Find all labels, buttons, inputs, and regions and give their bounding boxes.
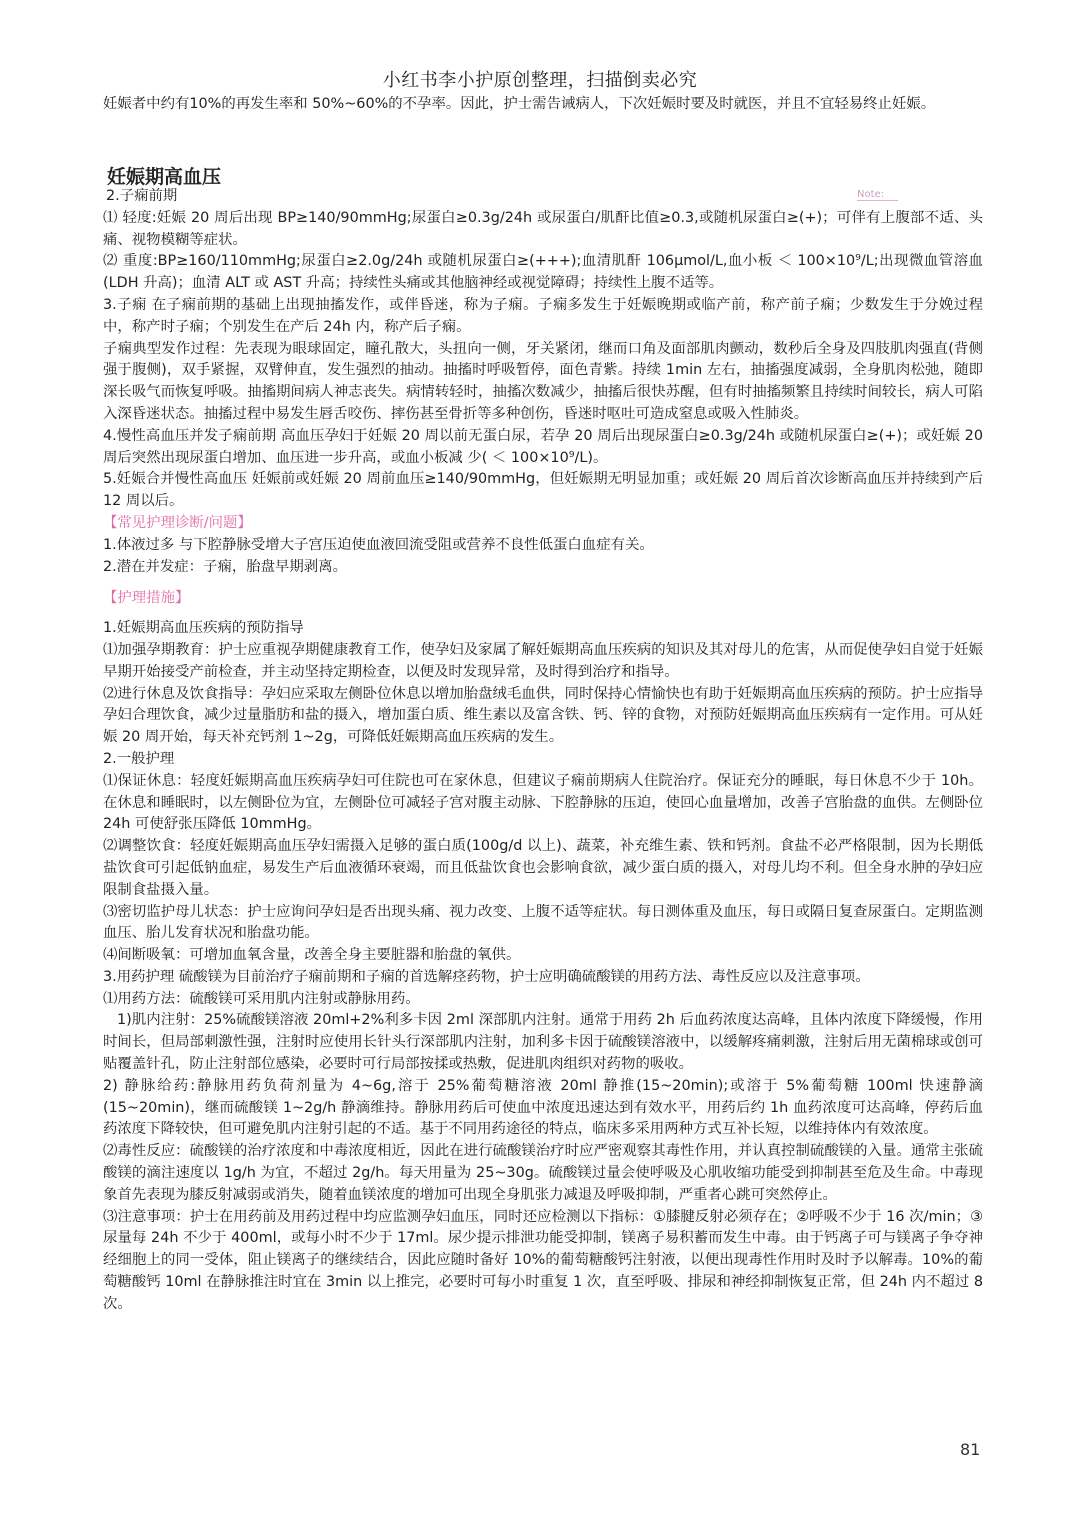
paragraph: 子痫典型发作过程：先表现为眼球固定，瞳孔散大，头扭向一侧，牙关紧闭，继而口角及面部肌肉颤动，数秒后全身及四肢肌肉强直(背侧强于腹侧)，双手紧握，双臂伸直，发生强烈的抽动。抽搐时呼吸暂停，面色青紫。持续 1min 左右，抽搐强度减弱，全身肌肉松弛，随即深长吸气而恢复呼吸。抽搐期间病人神志丧失。病情转轻时，抽搐次数减少，抽搐后很快苏醒，但有时抽搐频繁且持续时间较长，病人可陷入深昏迷状态。抽搐过程中易发生唇舌咬伤、摔伤甚至骨折等多种创伤，昏迷时呕吐可造成窒息或吸入性肺炎。 [103, 340, 983, 422]
care-item: ⑵毒性反应：硫酸镁的治疗浓度和中毒浓度相近，因此在进行硫酸镁治疗时应严密观察其毒性作用，并认真控制硫酸镁的入量。通常主张硫酸镁的滴注速度以 1g/h 为宜，不超过 2g/h。每天用量为 25~30g。硫酸镁过量会使呼吸及心肌收缩功能受到抑制甚至危及生命。中毒现象首先表现为膝反射减弱或消失，随着血镁浓度的增加可出现全身肌张力减退及呼吸抑制，严重者心跳可突然停止。 [103, 1143, 983, 1203]
care-item: 3.用药护理 硫酸镁为目前治疗子痫前期和子痫的首选解痉药物，护士应明确硫酸镁的用药方法、毒性反应以及注意事项。 [103, 968, 870, 985]
diagnosis-item: 2.潜在并发症：子痫，胎盘早期剥离。 [103, 558, 347, 575]
diagnosis-item: 1.体液过多 与下腔静脉受增大子宫压迫使血液回流受阻或营养不良性低蛋白血症有关。 [103, 536, 654, 553]
paragraph: 3.子痫 在子痫前期的基础上出现抽搐发作，或伴昏迷，称为子痫。子痫多发生于妊娠晚期或临产前，称产前子痫；少数发生于分娩过程中，称产时子痫；个别发生在产后 24h 内，称产后子痫。 [103, 296, 983, 335]
subsection-heading: 2.子痫前期 [106, 188, 178, 204]
care-item: ⑶密切监护母儿状态：护士应询问孕妇是否出现头痛、视力改变、上腹不适等症状。每日测体重及血压，每日或隔日复查尿蛋白。定期监测血压、胎儿发育状况和胎盘功能。 [103, 903, 983, 942]
page-content [103, 94, 983, 116]
diagnosis-heading: 【常见护理诊断/问题】 [103, 514, 252, 531]
care-item: 2) 静脉给药:静脉用药负荷剂量为 4~6g,溶于 25%葡萄糖溶液 20ml 静推(15~20min);或溶于 5%葡萄糖 100ml 快速静滴(15~20min)，继而硫酸镁 1~2g/h 静滴维持。静脉用药后可使血中浓度迅速达到有效水平，用药后约 1h 血药浓度可达高峰，停药后血药浓度下降较快，但可避免肌内注射引起的不适。基于不同用药途径的特点，临床多采用两种方式互补长短，以维持体内有效浓度。 [103, 1077, 983, 1138]
care-item: ⑴保证休息：轻度妊娠期高血压疾病孕妇可住院也可在家休息，但建议子痫前期病人住院治疗。保证充分的睡眠，每日休息不少于 10h。在休息和睡眠时，以左侧卧位为宜，左侧卧位可减轻子宫对腹主动脉、下腔静脉的压迫，使回心血量增加，改善子宫胎盘的血供。左侧卧位 24h 可使舒张压降低 10mmHg。 [103, 772, 983, 833]
note-label: Note: [857, 189, 898, 201]
paragraph: ⑴ 轻度:妊娠 20 周后出现 BP≥140/90mmHg;尿蛋白≥0.3g/24h 或尿蛋白/肌酐比值≥0.3,或随机尿蛋白≥(+)；可伴有上腹部不适、头痛、视物模糊等症状。 [103, 209, 983, 248]
care-item: ⑷间断吸氧：可增加血氧含量，改善全身主要脏器和胎盘的氧供。 [103, 947, 521, 964]
care-item: 1.妊娠期高血压疾病的预防指导 [103, 620, 304, 637]
care-item: ⑵进行休息及饮食指导：孕妇应采取左侧卧位休息以增加胎盘绒毛血供，同时保持心情愉快也有助于妊娠期高血压疾病的预防。护士应指导孕妇合理饮食，减少过量脂肪和盐的摄入，增加蛋白质、维生素以及富含铁、钙、锌的食物，对预防妊娠期高血压疾病有一定作用。可从妊娠 20 周开始，每天补充钙剂 1~2g，可降低妊娠期高血压疾病的发生。 [103, 685, 983, 746]
watermark-header: 小红书李小护原创整理，扫描倒卖必究 [382, 70, 698, 91]
intro-paragraph: 妊娠者中约有10%的再发生率和 50%~60%的不孕率。因此，护士需告诫病人，下次妊娠时要及时就医，并且不宜轻易终止妊娠。 [103, 96, 936, 112]
page-number: 81 [960, 1440, 981, 1459]
care-item: ⑵调整饮食：轻度妊娠期高血压孕妇需摄入足够的蛋白质(100g/d 以上)、蔬菜，补充维生素、铁和钙剂。食盐不必严格限制，因为长期低盐饮食可引起低钠血症，易发生产后血液循环衰竭，而且低盐饮食也会影响食欲，减少蛋白质的摄入，对母儿均不利。但全身水肿的孕妇应限制食盐摄入量。 [103, 838, 983, 898]
care-item: 1)肌内注射：25%硫酸镁溶液 20ml+2%利多卡因 2ml 深部肌内注射。通常于用药 2h 后血药浓度达高峰，且体内浓度下降缓慢，作用时间长，但局部刺激性强，注射时应使用长针头行深部肌内注射，加利多卡因于硫酸镁溶液中，以缓解疼痛刺激，注射后用无菌棉球或创可贴覆盖针孔，防止注射部位感染，必要时可行局部按揉或热敷，促进肌肉组织对药物的吸收。 [103, 1012, 983, 1073]
main-body [103, 186, 983, 1316]
paragraph: 5.妊娠合并慢性高血压 妊娠前或妊娠 20 周前血压≥140/90mmHg，但妊娠期无明显加重；或妊娠 20 周后首次诊断高血压并持续到产后 12 周以后。 [103, 471, 983, 510]
section-title: 妊娠期高血压 [107, 166, 222, 188]
care-heading: 【护理措施】 [103, 590, 190, 607]
care-item: 2.一般护理 [103, 750, 175, 767]
care-item: ⑴用药方法：硫酸镁可采用肌内注射或静脉用药。 [103, 990, 420, 1007]
paragraph: 4.慢性高血压并发子痫前期 高血压孕妇于妊娠 20 周以前无蛋白尿，若孕 20 周后出现尿蛋白≥0.3g/24h 或随机尿蛋白≥(+)；或妊娠 20 周后突然出现尿蛋白增加、血压进一步升高，或血小板减 少( ＜ 100×10⁹/L)。 [103, 427, 983, 466]
care-item: ⑴加强孕期教育：护士应重视孕期健康教育工作，使孕妇及家属了解妊娠期高血压疾病的知识及其对母儿的危害，从而促使孕妇自觉于妊娠早期开始接受产前检查，并主动坚持定期检查，以便及时发现异常，及时得到治疗和指导。 [103, 641, 983, 680]
care-item: ⑶注意事项：护士在用药前及用药过程中均应监测孕妇血压，同时还应检测以下指标：①膝腱反射必须存在；②呼吸不少于 16 次/min；③尿量每 24h 不少于 400ml，或每小时不少于 17ml。尿少提示排泄功能受抑制，镁离子易积蓄而发生中毒。由于钙离子可与镁离子争夺神经细胞上的同一受体，阻止镁离子的继续结合，因此应随时备好 10%的葡萄糖酸钙注射液，以便出现毒性作用时及时予以解毒。10%的葡萄糖酸钙 10ml 在静脉推注时宜在 3min 以上推完，必要时可每小时重复 1 次，直至呼吸、排尿和神经抑制恢复正常，但 24h 内不超过 8 次。 [103, 1208, 983, 1312]
paragraph: ⑵ 重度:BP≥160/110mmHg;尿蛋白≥2.0g/24h 或随机尿蛋白≥(+++);血清肌酐 106μmol/L,血小板 ＜ 100×10⁹/L;出现微血管溶血(LDH 升高)；血清 ALT 或 AST 升高；持续性头痛或其他脑神经或视觉障碍；持续性上腹不适等。 [103, 253, 983, 292]
